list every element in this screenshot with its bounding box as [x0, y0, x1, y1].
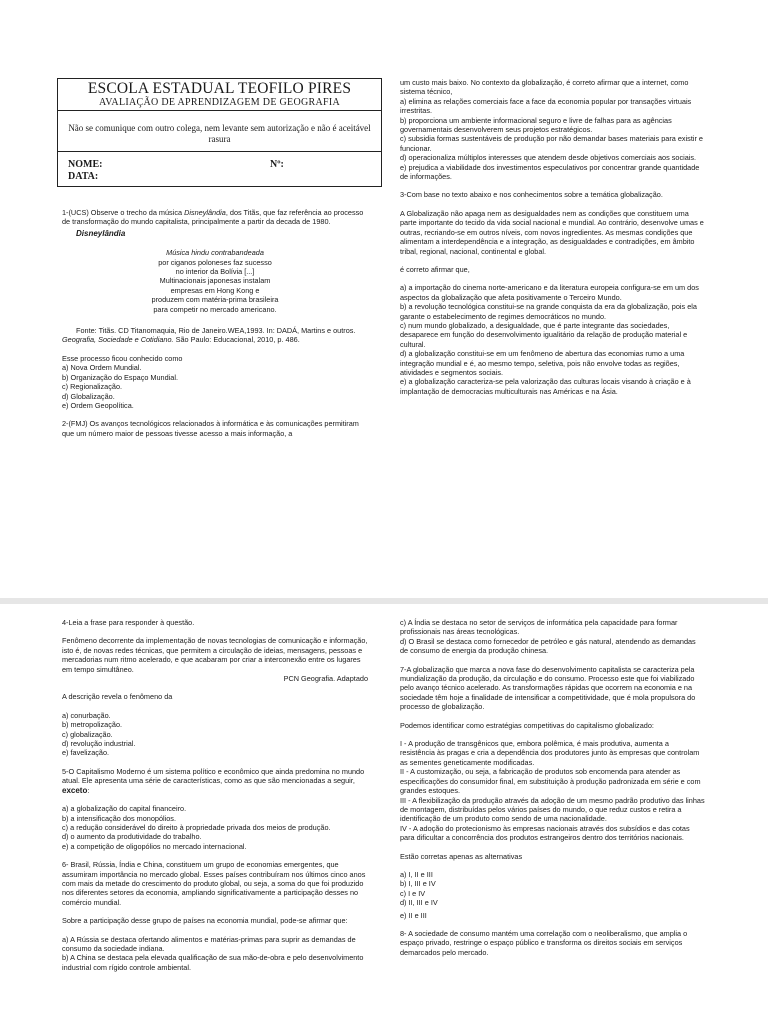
- question-7-prompt-2: Estão corretas apenas as alternativas: [400, 851, 523, 861]
- question-4-source: PCN Geografia. Adaptado: [283, 674, 368, 684]
- answer-option: b) metropolização.: [62, 720, 123, 730]
- spacer: [62, 410, 368, 419]
- answer-option: a) a globalização do capital financeiro.: [62, 804, 187, 814]
- answer-option: c) subsidia formas sustentáveis de produção por não demandar bases materiais para existir e funcionar.: [400, 134, 703, 153]
- answer-option: d) revolução industrial.: [62, 739, 136, 749]
- nome-label: NOME:: [68, 159, 103, 170]
- spacer: [400, 181, 705, 190]
- left-column-page-1: [62, 208, 368, 438]
- question-3-prompt: é correto afirmar que,: [400, 264, 470, 274]
- right-column-page-2: [400, 618, 705, 957]
- answer-option: b) I, III e IV: [400, 879, 436, 889]
- spacer: [62, 851, 368, 860]
- lyric-line: Multinacionais japonesas instalam: [159, 276, 271, 286]
- question-2-intro: 2-(FMJ) Os avanços tecnológicos relacionados à informática e às comunicações permitiram que um número maior de pessoas tivesse acesso a mais informação, a: [62, 419, 359, 438]
- lyric-line: empresas em Hong Kong e: [170, 285, 260, 295]
- statement-item: I - A produção de transgênicos que, embora polêmica, é mais produtiva, aumenta a resistência às pragas e cria a dependência dos produtores junto às empresas que controlam as sementes geneticamente modificadas.: [400, 739, 700, 767]
- answer-option: b) a revolução tecnológica constitui-se na grande conquista da era da globalização, pois ela garante o estabelecimento de regimes democráticos no mundo.: [400, 302, 697, 321]
- answer-option: e) favelização.: [62, 748, 110, 758]
- exam-subtitle: AVALIAÇÃO DE APRENDIZAGEM DE GEOGRAFIA: [98, 97, 341, 108]
- answer-option: c) Regionalização.: [62, 382, 123, 392]
- spacer: [400, 656, 705, 665]
- statement-item: II - A customização, ou seja, a fabricação de produtos sob encomenda para atender as especificações do consumidor final, em substituição à produção padronizada em série e com grandes estoques.: [400, 767, 701, 796]
- answer-option: c) A Índia se destaca no setor de serviços de informática pela capacidade para formar profissionais nas áreas tecnológicas.: [400, 618, 678, 637]
- question-7-intro: 7-A globalização que marca a nova fase do desenvolvimento capitalista se caracteriza pela mundialização da produção, da circulação e do consumo. Processo este que foi viabilizado pelo avanço técnico acelerado. As transformações rápidas que ocorrem na economia e na sociedade têm hoje a finalidade de intensificar a competitividade, que é mola propulsora do processo de globalização.: [400, 664, 696, 712]
- question-1-intro: 1-(UCS) Observe o trecho da música Disneylândia, dos Titãs, que faz referência ao processo de transformação do mundo capitalista, principalmente a partir da decada de 1980.: [62, 208, 364, 227]
- numero-label: Nº:: [270, 159, 284, 170]
- answer-option: b) Organização do Espaço Mundial.: [62, 372, 179, 382]
- question-7-prompt: Podemos identificar como estratégias competitivas do capitalismo globalizado:: [400, 720, 654, 730]
- answer-option: e) prejudica a viabilidade dos investimentos especulativos por concentrar grande quantidade de informações.: [400, 162, 700, 182]
- lyric-line: por ciganos poloneses faz sucesso: [158, 257, 272, 267]
- answer-option: c) globalização.: [62, 729, 113, 739]
- question-6-intro: 6- Brasil, Rússia, Índia e China, constituem um grupo de economias emergentes, que assumiram importância no mercado global. Esses países contribuíram nos últimos cinco anos com mais da metade do crescimento do produto global, ou seja, a soma do que foi produzido nos diferentes setores da economia, ampliando significativamente a participação desses no comércio mundial.: [62, 860, 366, 907]
- question-1-prompt: Esse processo ficou conhecido como: [62, 353, 183, 363]
- answer-option: e) a competição de oligopólios no mercado internacional.: [62, 841, 247, 851]
- answer-option: c) I e IV: [400, 888, 426, 898]
- answer-option: d) operacionaliza múltiplos interesses que atendem desde objetivos comerciais aos sociais.: [400, 153, 697, 163]
- question-4-intro: 4-Leia a frase para responder à questão.: [62, 618, 195, 627]
- answer-option: b) A China se destaca pela elevada qualificação de sua mão-de-obra e pelo desenvolvimento industrial com rígido controle ambiental.: [62, 953, 364, 972]
- spacer: [62, 758, 368, 767]
- question-6-prompt: Sobre a participação desse grupo de países na economia mundial, pode-se afirmar que:: [62, 916, 348, 926]
- question-4-text: Fenômeno decorrente da implementação de novas tecnologias de comunicação e informação, isto é, de novas redes técnicas, que permitem a circulação de ideias, mensagens, pessoas e mercadorias num ritmo acelerado, e que acabaram por criar a interconexão entre os lugares em tempo simultâneo.: [62, 636, 368, 674]
- answer-option: d) Globalização.: [62, 391, 115, 401]
- question-3-text: A Globalização não apaga nem as desigualdades nem as condições que constituem uma parte importante do tecido da vida social nacional e mundial. Ao contrário, desenvolve umas e outras, recriando-se em outros níveis, com novos ingredientes. As mesmas condições que alimentam a interdependência e a integração, as desigualdades e contradições, em âmbito tribal, regional, nacional, continental e global.: [400, 208, 704, 256]
- lyric-line: para competir no mercado americano.: [153, 304, 277, 314]
- lyric-line: Música hindu contrabandeada: [166, 248, 264, 258]
- question-2-continuation: um custo mais baixo. No contexto da globalização, é correto afirmar que a internet, como sistema técnico,: [400, 78, 689, 97]
- song-lyrics: [62, 248, 368, 314]
- exam-warning: Não se comunique com outro colega, nem levante sem autorização e não é aceitável rasura: [68, 123, 371, 144]
- answer-option: d) a globalização constitui-se em um fenômeno de abertura das economias rumo a uma integração mundial e é, ao mesmo tempo, seletiva, pois não envolve todas as regiões, atividades e segmentos sociais.: [400, 349, 685, 377]
- answer-option: a) a importação do cinema norte-americano e da literatura europeia configura-se em um dos aspectos da globalização que afeta positivamente o Terceiro Mundo.: [400, 283, 699, 302]
- answer-option: b) a intensificação dos monopólios.: [62, 813, 176, 823]
- answer-option: e) II e III: [400, 910, 427, 920]
- answer-option: d) O Brasil se destaca como fornecedor de petróleo e gás natural, atendendo as demandas de consumo de energia da produção chinesa.: [400, 636, 696, 656]
- answer-option: a) I, II e III: [400, 869, 433, 879]
- answer-option: d) o aumento da produtividade do trabalho.: [62, 832, 202, 842]
- song-title: Disneylândia: [76, 228, 126, 238]
- answer-option: e) a globalização caracteriza-se pela valorização das culturas locais visando à criação e à implantação de democracias multiculturais nas Américas e na Ásia.: [400, 377, 691, 396]
- right-column-page-1: [400, 78, 705, 396]
- school-name: ESCOLA ESTADUAL TEOFILO PIRES: [87, 80, 352, 97]
- spacer: [400, 920, 705, 929]
- question-5-intro: 5-O Capitalismo Moderno é um sistema político e econômico que ainda predomina no mundo atual. Ele apresenta uma série de características, como as que são mencionadas a seguir, exceto:: [62, 766, 365, 795]
- answer-option: a) A Rússia se destaca ofertando alimentos e matérias-primas para suprir as demandas de consumo da sociedade indiana.: [62, 934, 356, 953]
- left-column-page-2: [62, 618, 368, 972]
- question-4-prompt: A descrição revela o fenômeno da: [62, 692, 173, 702]
- answer-option: c) num mundo globalizado, a desigualdade, que é parte integrante das sociedades, desaparece em função do desenvolvimento igualitário da relação de produção material e cultural.: [400, 320, 688, 349]
- lyric-line: produzem com matéria-prima brasileira: [151, 295, 279, 305]
- answer-option: e) Ordem Geopolítica.: [62, 400, 134, 410]
- page-2: [0, 604, 768, 1024]
- statement-item: IV - A adoção do protecionismo às empresas nacionais através dos subsídios e das cotas para dificultar a concorrência dos produtos estrangeiros dentro dos territórios nacionais.: [400, 823, 690, 843]
- data-label: DATA:: [68, 171, 99, 182]
- question-8-intro: 8- A sociedade de consumo mantém uma correlação com o neoliberalismo, que amplia o espaço privado, restringe o espaço público e transforma os direitos sociais em serviços demarcados pelo mercado.: [400, 928, 688, 957]
- answer-option: a) conurbação.: [62, 710, 111, 720]
- exam-header-box: [57, 78, 382, 187]
- answer-option: b) proporciona um ambiente informacional seguro e livre de falhas para as agências governamentais desenvolverem seus projetos estratégicos.: [400, 115, 672, 135]
- lyric-line: no interior da Bolívia [...]: [175, 267, 255, 277]
- answer-option: c) a redução considerável do direito à propriedade privada dos meios de produção.: [62, 822, 331, 832]
- answer-option: d) II, III e IV: [400, 898, 438, 908]
- statement-item: III - A flexibilização da produção através da adoção de um mesmo padrão produtivo das linhas de montagem, distribuídas pelos vários países do mundo, o que reduz custos e retira a identificação de um produto como sendo de uma nacionalidade.: [400, 795, 705, 824]
- answer-option: a) elimina as relações comerciais face a face da economia popular por transações virtuais irrestritas.: [400, 96, 692, 116]
- question-1-source: Fonte: Titãs. CD Titanomaquia, Rio de Janeiro.WEA,1993. In: DADÁ, Martins e outros. Geografia, Sociedade e Cotidiano. São Paulo: Educacional, 2010, p. 486.: [62, 326, 356, 345]
- answer-option: a) Nova Ordem Mundial.: [62, 363, 142, 373]
- question-3-intro: 3-Com base no texto abaixo e nos conhecimentos sobre a temática globalização.: [400, 190, 663, 200]
- student-info: [58, 152, 381, 186]
